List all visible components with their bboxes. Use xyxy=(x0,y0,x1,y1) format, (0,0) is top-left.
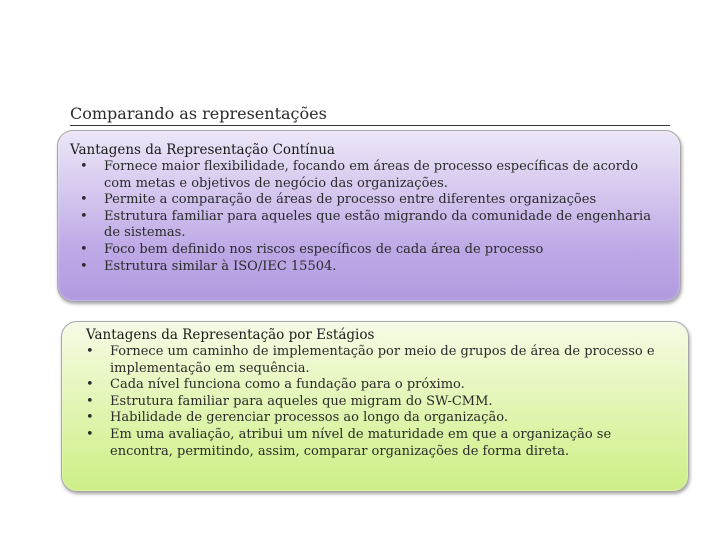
bullet-icon: • xyxy=(86,410,94,426)
list-item xyxy=(70,259,666,276)
list-item xyxy=(86,344,674,377)
staged-advantages-list xyxy=(86,344,674,460)
list-item xyxy=(86,410,674,427)
list-item-text: Habilidade de gerenciar processos ao longo da organização. xyxy=(110,410,508,426)
list-item xyxy=(86,377,674,394)
list-item-text: Em uma avaliação, atribui um nível de maturidade em que a organização se encontra, permitindo, assim, comparar organizações de forma direta. xyxy=(110,426,612,459)
list-item xyxy=(70,159,666,192)
continuous-advantages-list xyxy=(70,159,666,275)
list-item-text: Fornece um caminho de implementação por meio de grupos de área de processo e implementação em sequência. xyxy=(110,344,655,376)
bullet-icon: • xyxy=(86,393,94,409)
list-item xyxy=(86,427,674,460)
list-item xyxy=(86,394,674,411)
staged-advantages-title: Vantagens da Representação por Estágios xyxy=(86,327,375,343)
bullet-icon: • xyxy=(80,192,88,208)
list-item-text: Cada nível funciona como a fundação para o próximo. xyxy=(110,377,465,393)
bullet-icon: • xyxy=(80,159,88,174)
page-title: Comparando as representações xyxy=(70,104,670,126)
bullet-icon: • xyxy=(86,426,94,442)
list-item xyxy=(70,209,666,242)
bullet-icon: • xyxy=(80,241,88,257)
list-item xyxy=(70,192,666,209)
list-item-text: Estrutura familiar para aqueles que migram do SW-CMM. xyxy=(110,393,493,409)
list-item-text: Foco bem definido nos riscos específicos de cada área de processo xyxy=(104,241,544,257)
continuous-advantages-title: Vantagens da Representação Contínua xyxy=(70,142,335,158)
bullet-icon: • xyxy=(86,377,94,393)
list-item-text: Estrutura similar à ISO/IEC 15504. xyxy=(104,258,337,274)
bullet-icon: • xyxy=(80,208,88,224)
bullet-icon: • xyxy=(80,258,88,274)
list-item-text: Estrutura familiar para aqueles que estão migrando da comunidade de engenharia de sistemas. xyxy=(104,208,651,241)
list-item xyxy=(70,242,666,259)
list-item-text: Permite a comparação de áreas de processo entre diferentes organizações xyxy=(104,192,597,208)
bullet-icon: • xyxy=(86,344,94,359)
list-item-text: Fornece maior flexibilidade, focando em áreas de processo específicas de acordo com metas e objetivos de negócio das organizações. xyxy=(104,159,639,191)
staged-advantages-box xyxy=(61,321,689,492)
continuous-advantages-box xyxy=(57,130,681,302)
